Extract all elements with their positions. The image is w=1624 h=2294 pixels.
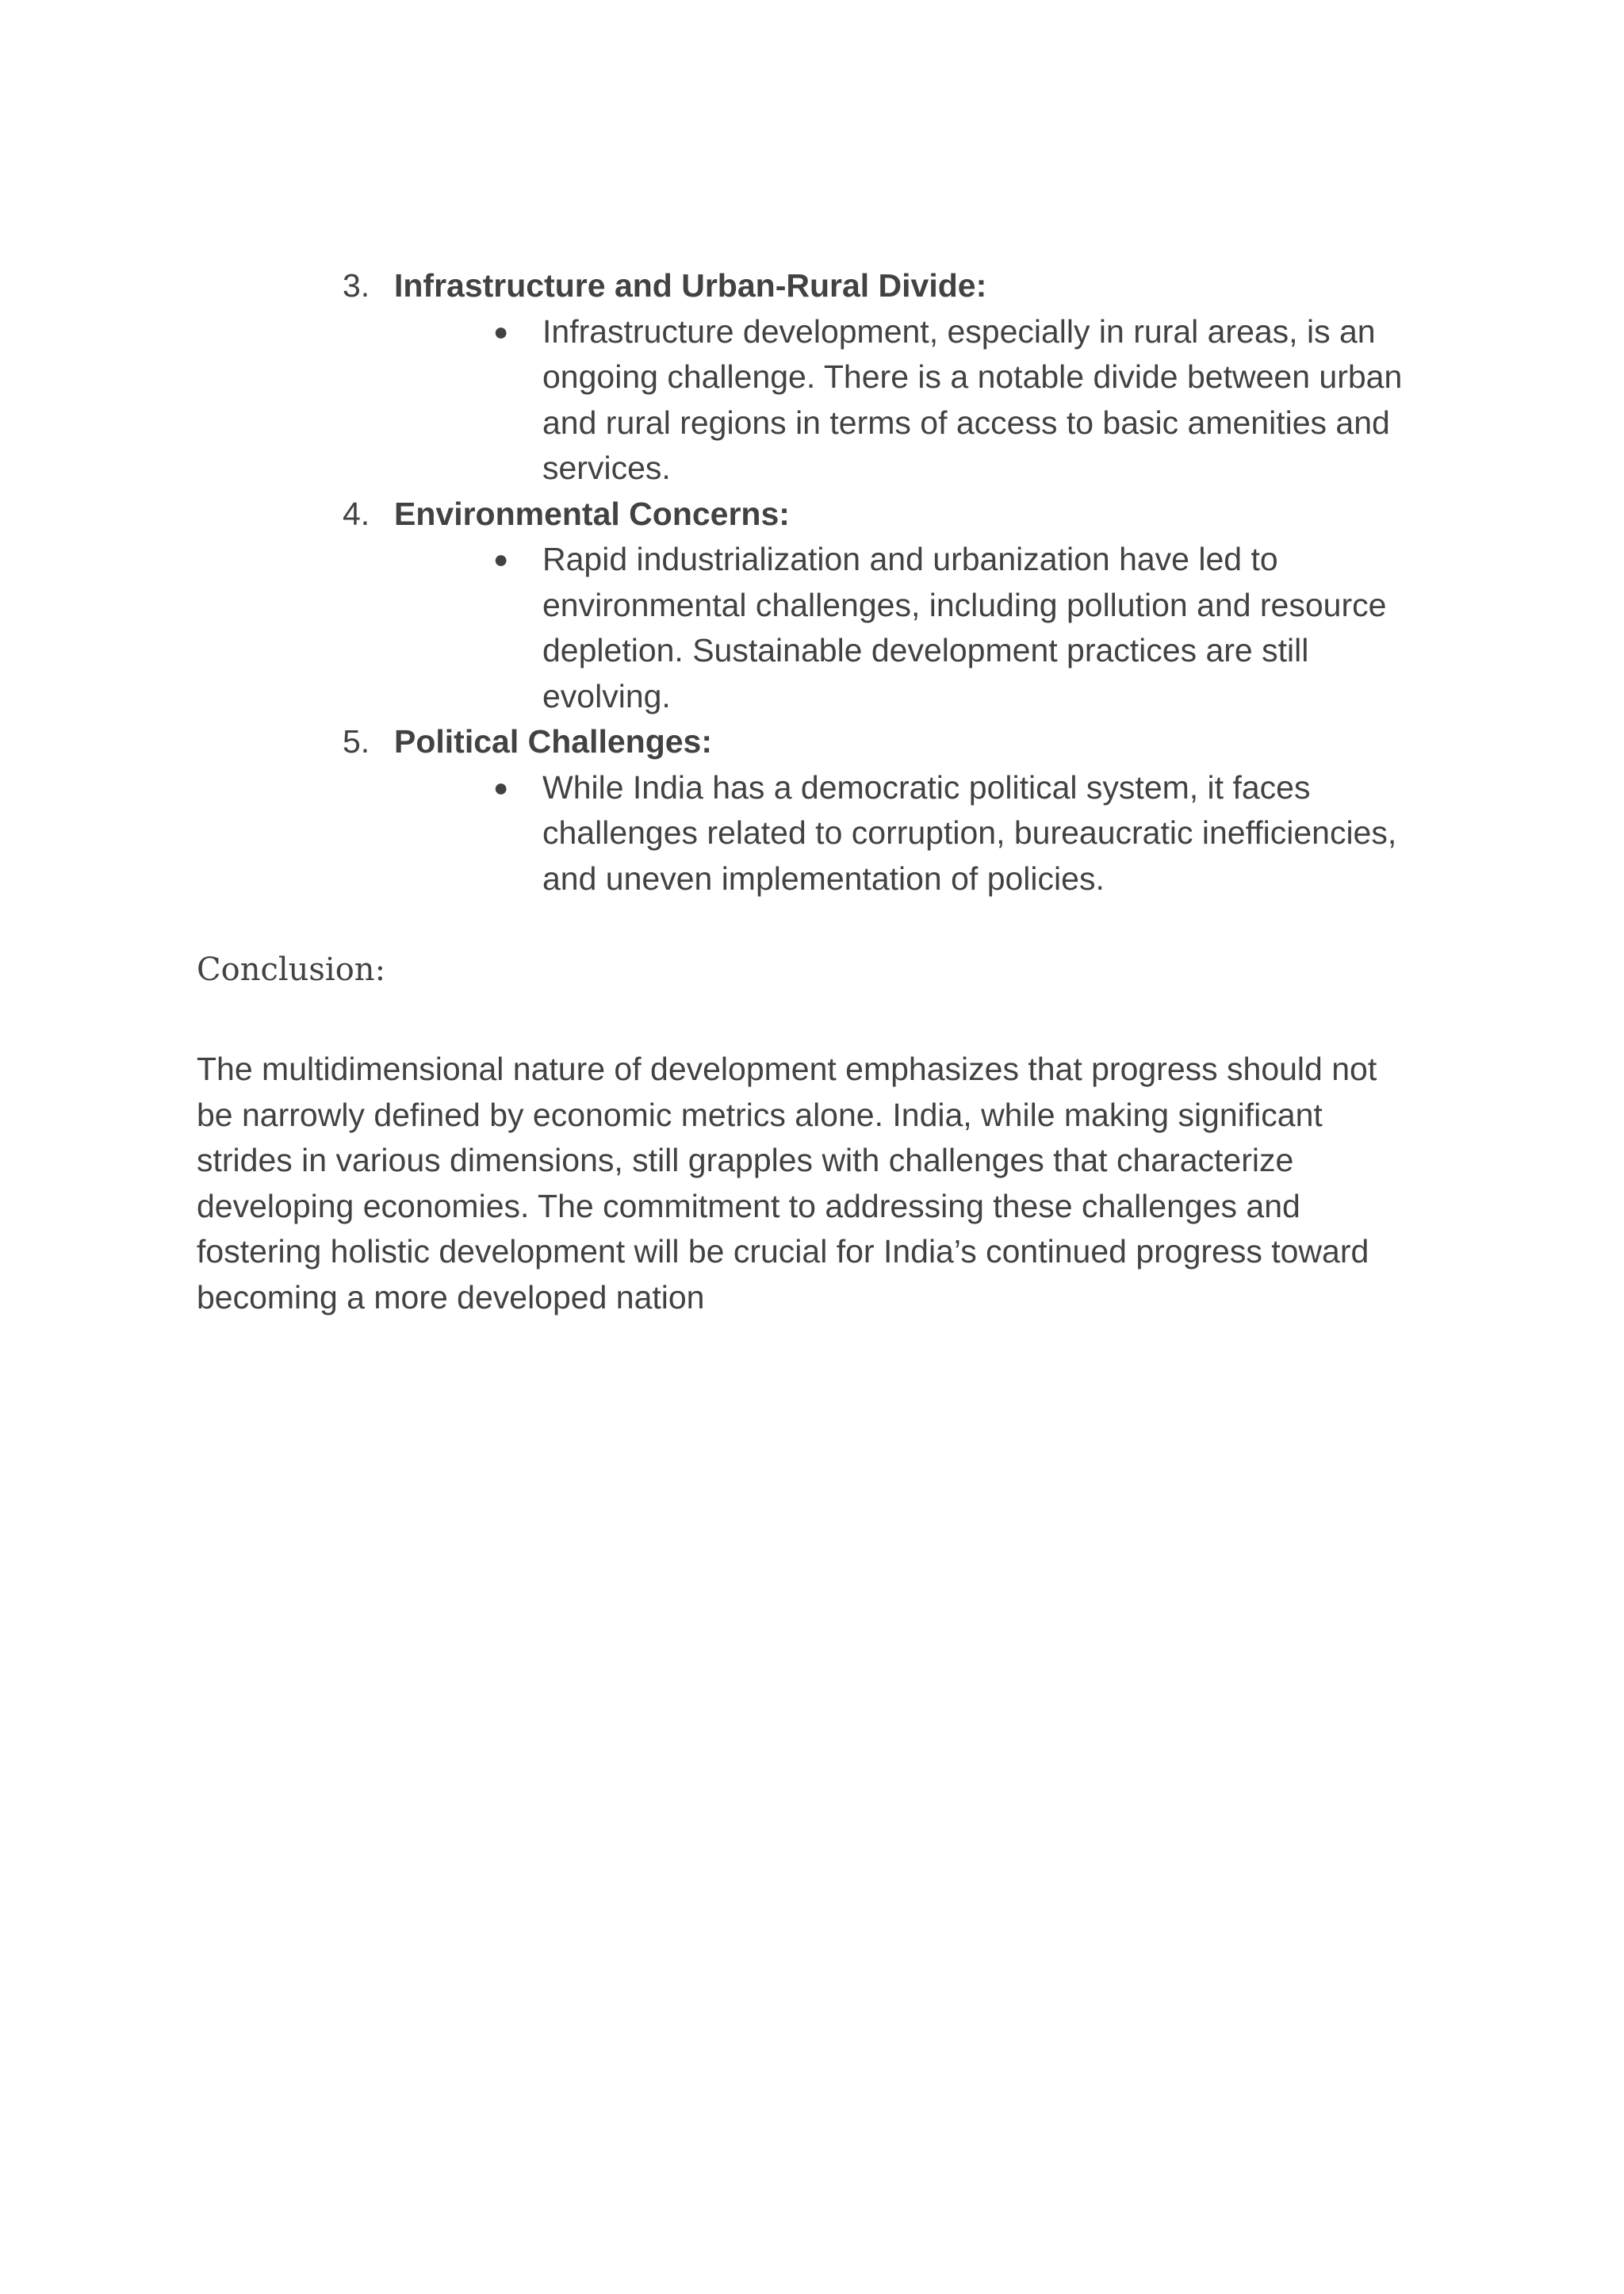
bullet-text-line: environmental challenges, including pollution and resource (542, 586, 1387, 623)
bullet-text-line: challenges related to corruption, bureaucratic inefficiencies, (542, 814, 1397, 851)
bullet-text-line: evolving. (542, 677, 671, 714)
bullet-text-line: Infrastructure development, especially in rural areas, is an (542, 312, 1376, 350)
list-item-title: Environmental Concerns: (394, 495, 790, 532)
bullet-icon: ● (493, 316, 509, 346)
bullet-text-line: While India has a democratic political system, it faces (542, 768, 1311, 806)
paragraph-line: developing economies. The commitment to addressing these challenges and (197, 1187, 1300, 1224)
paragraph-line: be narrowly defined by economic metrics alone. India, while making significant (197, 1096, 1323, 1133)
list-item (0, 719, 1624, 902)
bullet-icon: ● (493, 545, 509, 573)
list-item-header (0, 492, 1624, 538)
bullet-text (542, 537, 1415, 719)
bullet-text-line: ongoing challenge. There is a notable divide between urban (542, 358, 1403, 395)
list-item (0, 492, 1624, 720)
paragraph-line: strides in various dimensions, still grapples with challenges that characterize (197, 1142, 1294, 1178)
list-item-title: Infrastructure and Urban-Rural Divide: (394, 267, 987, 304)
bullet-text-line: services. (542, 450, 671, 486)
bullet-icon: ● (493, 772, 509, 802)
list-item (0, 263, 1624, 492)
list-item-title: Political Challenges: (394, 723, 712, 760)
bullet-text (542, 309, 1415, 492)
conclusion-heading: Conclusion: (197, 952, 386, 988)
paragraph-line: fostering holistic development will be crucial for India’s continued progress toward (197, 1233, 1369, 1270)
bullet-text-line: and rural regions in terms of access to basic amenities and (542, 404, 1390, 441)
numbered-list (0, 263, 1624, 902)
bullet-item (0, 765, 1624, 902)
bullet-item (0, 537, 1624, 719)
bullet-text-line: depletion. Sustainable development practices are still (542, 632, 1309, 668)
list-item-number: 4. (343, 495, 370, 532)
list-item-number: 5. (343, 723, 370, 760)
conclusion-paragraph (197, 1047, 1434, 1320)
bullet-text-line: Rapid industrialization and urbanization have led to (542, 541, 1278, 577)
bullet-text-line: and uneven implementation of policies. (542, 860, 1105, 897)
bullet-item (0, 309, 1624, 492)
list-item-header (0, 719, 1624, 765)
paragraph-line: becoming a more developed nation (197, 1278, 705, 1316)
bullet-text (542, 765, 1415, 902)
list-item-number: 3. (343, 267, 370, 304)
list-item-header (0, 263, 1624, 309)
paragraph-line: The multidimensional nature of development emphasizes that progress should not (197, 1051, 1377, 1087)
